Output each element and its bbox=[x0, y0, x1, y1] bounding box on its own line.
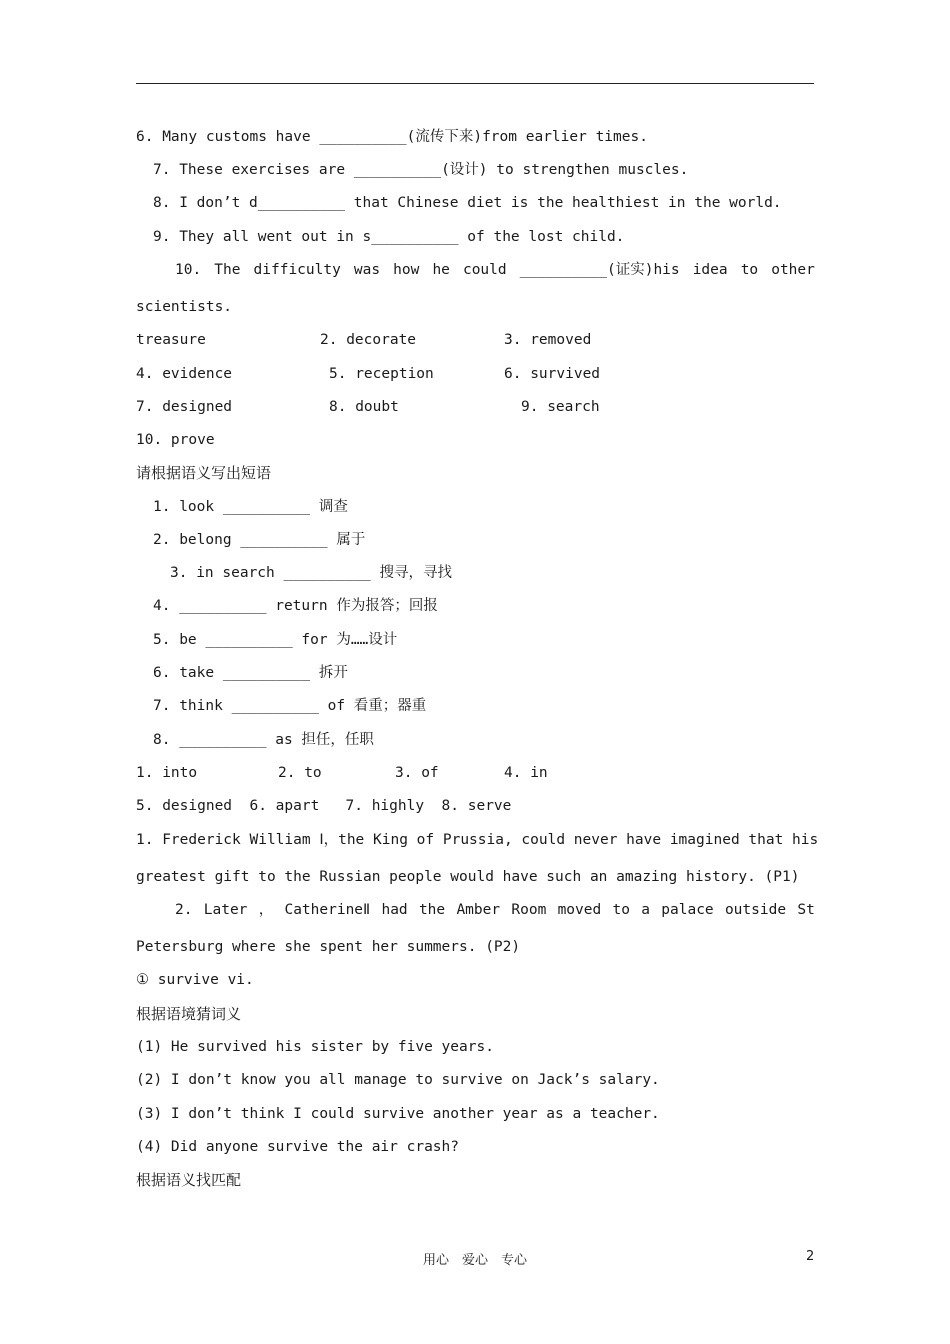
phrase-8: 8. __________ as 担任，任职 bbox=[153, 732, 374, 748]
section-heading-guess: 根据语境猜词义 bbox=[136, 1005, 242, 1023]
phrase-6: 6. take __________ 拆开 bbox=[153, 665, 348, 681]
example-3: (3) I don’t think I could survive another year as a teacher. bbox=[136, 1106, 660, 1122]
header-rule bbox=[136, 83, 814, 84]
exercise-10-cont: scientists. bbox=[136, 299, 233, 315]
answer-2: 2. decorate bbox=[320, 332, 417, 348]
sentence-2-line2: Petersburg where she spent her summers. (P2) bbox=[136, 939, 521, 955]
sentence-1-line2: greatest gift to the Russian people would have such an amazing history. (P1) bbox=[136, 869, 800, 885]
phrase-1: 1. look __________ 调查 bbox=[153, 499, 348, 515]
phrase-7: 7. think __________ of 看重；器重 bbox=[153, 698, 427, 714]
answer-3: 3. removed bbox=[504, 332, 592, 348]
answer-9: 9. search bbox=[521, 399, 600, 415]
page-footer: 用心 爱心 专心 bbox=[422, 1253, 527, 1268]
answer-1: treasure bbox=[136, 332, 206, 348]
exercise-8: 8. I don’t d__________ that Chinese diet is the healthiest in the world. bbox=[153, 195, 782, 211]
answer-8: 8. doubt bbox=[329, 399, 399, 415]
phrase-2: 2. belong __________ 属于 bbox=[153, 532, 366, 548]
example-2: (2) I don’t know you all manage to survive on Jack’s salary. bbox=[136, 1072, 660, 1088]
section-heading-phrases: 请根据语义写出短语 bbox=[136, 464, 272, 482]
phrase-answer-2: 2. to bbox=[278, 765, 322, 781]
phrase-answers-row2: 5. designed 6. apart 7. highly 8. serve bbox=[136, 798, 512, 814]
answer-5: 5. reception bbox=[329, 366, 434, 382]
example-4: (4) Did anyone survive the air crash? bbox=[136, 1139, 460, 1155]
exercise-10: 10. The difficulty was how he could __________(证实)his idea to other bbox=[175, 262, 815, 278]
answer-4: 4. evidence bbox=[136, 366, 233, 382]
sentence-1-line1: 1. Frederick William Ⅰ，the King of Prussia, could never have imagined that his bbox=[136, 832, 819, 848]
page-number: 2 bbox=[806, 1249, 815, 1264]
phrase-5: 5. be __________ for 为……设计 bbox=[153, 632, 398, 648]
phrase-4: 4. __________ return 作为报答；回报 bbox=[153, 598, 438, 614]
vocab-survive: ① survive vi. bbox=[136, 972, 254, 988]
phrase-answer-3: 3. of bbox=[395, 765, 439, 781]
exercise-7: 7. These exercises are __________(设计) to strengthen muscles. bbox=[153, 162, 689, 178]
exercise-9: 9. They all went out in s__________ of the lost child. bbox=[153, 229, 625, 245]
example-1: (1) He survived his sister by five years. bbox=[136, 1039, 494, 1055]
phrase-answer-4: 4. in bbox=[504, 765, 548, 781]
phrase-answer-1: 1. into bbox=[136, 765, 198, 781]
phrase-3: 3. in search __________ 搜寻，寻找 bbox=[170, 565, 453, 581]
answer-6: 6. survived bbox=[504, 366, 601, 382]
section-heading-match: 根据语义找匹配 bbox=[136, 1171, 242, 1189]
sentence-2-line1: 2. Later ， CatherineⅡ had the Amber Room moved to a palace outside St bbox=[175, 902, 815, 918]
answer-7: 7. designed bbox=[136, 399, 233, 415]
answer-10: 10. prove bbox=[136, 432, 215, 448]
exercise-6: 6. Many customs have __________(流传下来)from earlier times. bbox=[136, 129, 648, 145]
